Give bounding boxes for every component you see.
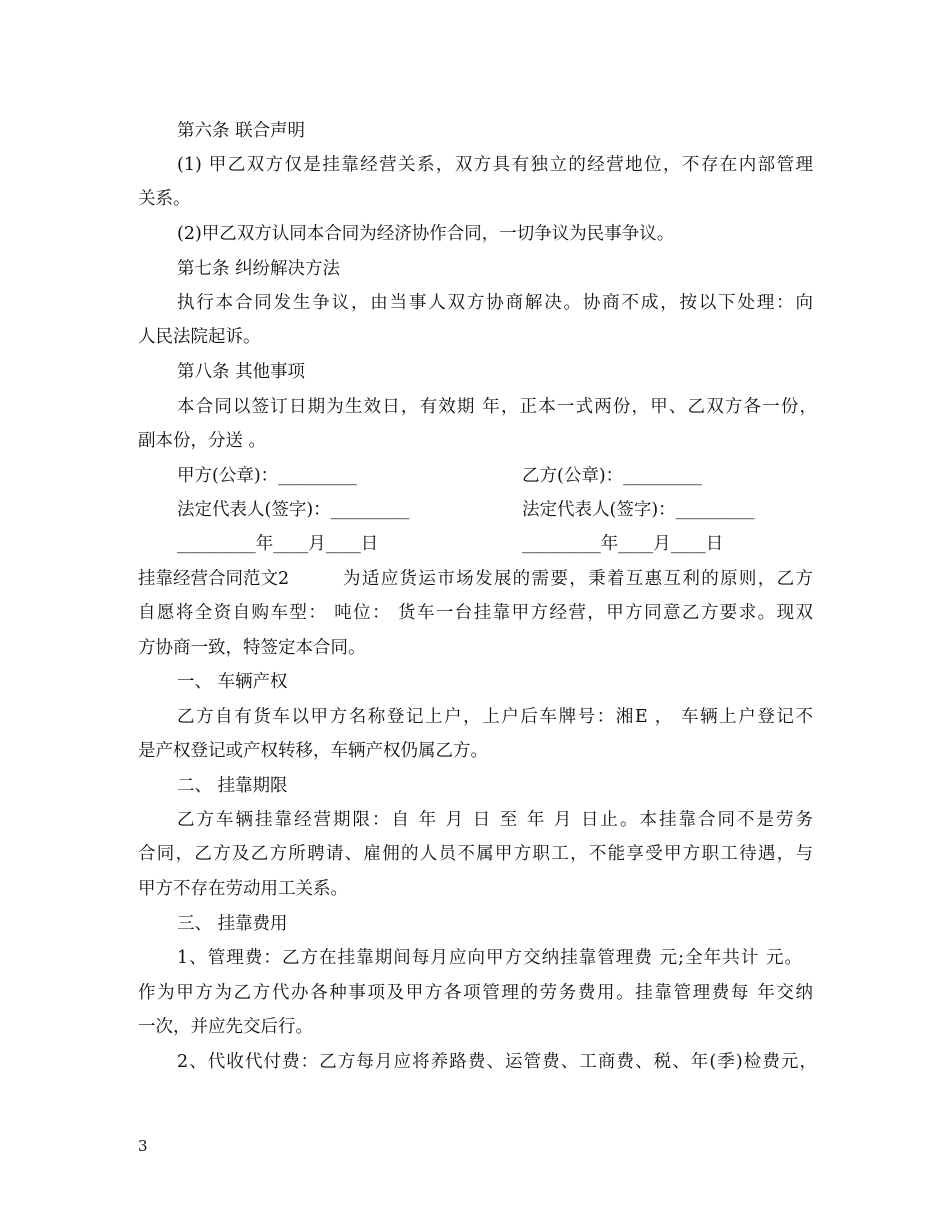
section-2-heading: 二、 挂靠期限 xyxy=(177,776,288,796)
section-3-heading: 三、 挂靠费用 xyxy=(177,914,288,934)
paragraph-line: 方协商一致，特签定本合同。 xyxy=(138,638,366,658)
paragraph-line: 是产权登记或产权转移，车辆产权仍属乙方。 xyxy=(138,741,488,761)
party-a-seal: 甲方(公章)：_________ xyxy=(177,466,357,486)
paragraph-line: 自愿将全资自购车型： 吨位： 货车一台挂靠甲方经营，甲方同意乙方要求。现双 xyxy=(138,603,813,623)
paragraph-line: 乙方自有货车以甲方名称登记上户，上户后车牌号：湘E ， 车辆上户登记不 xyxy=(177,707,813,727)
paragraph-line: 一次，并应先交后行。 xyxy=(138,1017,313,1037)
paragraph-line: 人民法院起诉。 xyxy=(138,327,261,347)
article-7-heading: 第七条 纠纷解决方法 xyxy=(177,259,341,279)
paragraph-line: 甲方不存在劳动用工关系。 xyxy=(138,879,348,899)
example-intro: 为适应货运市场发展的需要，秉着互惠互利的原则，乙方 xyxy=(343,569,813,589)
party-b-date: _________年____月____日 xyxy=(522,534,724,554)
paragraph-line: 合同，乙方及乙方所聘请、雇佣的人员不属甲方职工，不能享受甲方职工待遇，与 xyxy=(138,844,813,864)
paragraph-line: 乙方车辆挂靠经营期限：自 年 月 日 至 年 月 日止。本挂靠合同不是劳务 xyxy=(177,810,813,830)
example-title: 挂靠经营合同范文2 xyxy=(138,569,290,589)
paragraph-line: 执行本合同发生争议，由当事人双方协商解决。协商不成，按以下处理：向 xyxy=(177,293,813,313)
party-b-representative: 法定代表人(签字)：_________ xyxy=(522,500,755,520)
page-number: 3 xyxy=(138,1137,148,1155)
party-b-seal: 乙方(公章)：_________ xyxy=(522,466,702,486)
paragraph-line: (2)甲乙双方认同本合同为经济协作合同，一切争议为民事争议。 xyxy=(177,224,675,244)
article-6-heading: 第六条 联合声明 xyxy=(177,121,306,141)
paragraph-line: (1) 甲乙双方仅是挂靠经营关系，双方具有独立的经营地位，不存在内部管理 xyxy=(177,155,813,175)
paragraph-line: 本合同以签订日期为生效日，有效期 年，正本一式两份，甲、乙双方各一份， xyxy=(177,397,817,417)
party-a-date: _________年____月____日 xyxy=(177,534,379,554)
section-1-heading: 一、 车辆产权 xyxy=(177,672,288,692)
party-a-representative: 法定代表人(签字)：_________ xyxy=(177,500,410,520)
paragraph-line: 副本份，分送 。 xyxy=(138,431,267,451)
paragraph-line: 2、代收代付费：乙方每月应将养路费、运管费、工商费、税、年(季)检费元， xyxy=(177,1052,817,1072)
paragraph-line: 关系。 xyxy=(138,189,191,209)
paragraph-line: 作为甲方为乙方代办各种事项及甲方各项管理的劳务费用。挂靠管理费每 年交纳 xyxy=(138,983,813,1003)
article-8-heading: 第八条 其他事项 xyxy=(177,362,306,382)
paragraph-line: 1、管理费：乙方在挂靠期间每月应向甲方交纳挂靠管理费 元;全年共计 元。 xyxy=(177,948,802,968)
